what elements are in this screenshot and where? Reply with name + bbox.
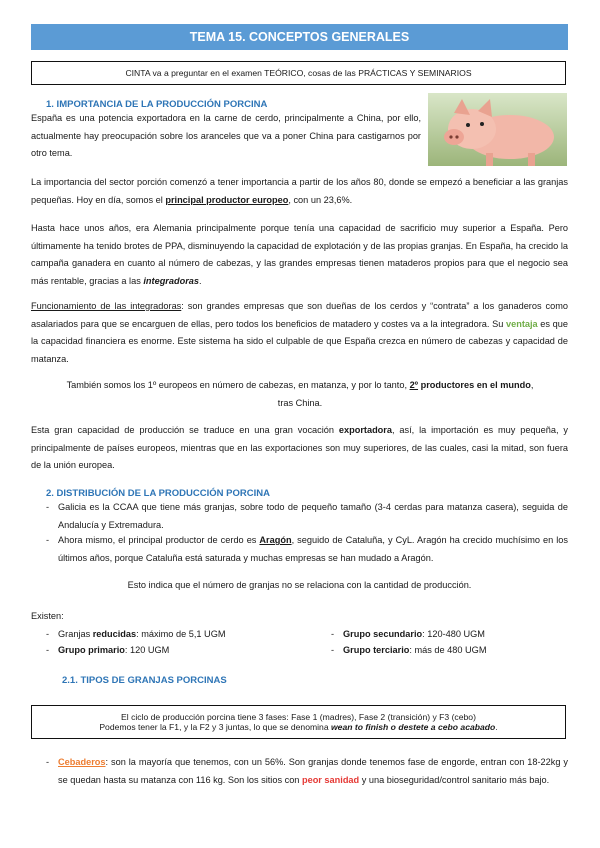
existen-label: Existen: [31,611,64,621]
g2-value: : 120 UGM [124,645,170,655]
s2-bullet-2 [31,532,568,567]
p3-highlight: integradoras [143,275,200,286]
cycle-box [31,705,566,739]
dash-marker: - [46,502,50,512]
pig-photo [428,93,567,166]
g1-value: : máximo de 5,1 UGM [136,629,226,639]
p3-tail: . [199,275,202,286]
section2-heading: 2. DISTRIBUCIÓN DE LA PRODUCCIÓN PORCINA [46,488,270,499]
p5-rank: 2º [409,380,419,390]
p2-text: La importancia del sector porción comenzó a tener importancia a partir de los años 80, donde se empezó a beneficiar a las granjas pequeñas. Hoy en día, somos el [31,177,568,205]
group-terciario [316,642,566,660]
p2-highlight: principal productor europeo [165,194,289,205]
cebaderos-tail: y una bioseguridad/control sanitario más bajo. [359,774,550,785]
g4-label: Grupo terciario [343,645,410,655]
p5-tail: , tras China. [277,380,534,408]
s1-paragraph-6 [31,422,568,475]
cebaderos-text: : son la mayoría que tenemos, con un 56%. Son granjas donde tenemos fase de engorde, entran con 18-22kg y se quedan hasta su matanza con 116 kg. Son los sitios con [58,757,568,785]
s2-b2-highlight: Aragón [259,535,292,545]
p5-text: También somos los 1º europeos en número de cabezas, en matanza, y por lo tanto, [66,380,410,390]
p3-text: Hasta hace unos años, era Alemania principalmente porque tenía una capacidad de sacrificio muy superior a España. Pero últimamente ha tenido brotes de PPA, disminuyendo la capacidad de explotación y de las propias granjas. En España, ha crecido la campaña ganadera en cuanto al número de cabezas, y las grandes empresas tienen mataderos propios para que el negocio sea más rentable, gracias a las [31,223,568,286]
note-text: CINTA va a preguntar en el examen TEÓRICO, cosas de las PRÁCTICAS Y SEMINARIOS [125,68,472,78]
dash-marker: - [331,645,335,655]
p4-text: : son grandes empresas que son dueñas de los cerdos y “contrata” a los ganaderos como asalariados para que se encarguen de ellas, pero todos los beneficios de matadero y costes va a la integradora. Su [31,301,568,329]
g4-value: : más de 480 UGM [409,645,487,655]
cebaderos-highlight: peor sanidad [301,774,360,785]
note-box [31,61,566,85]
cycle-line-2-text: Podemos tener la F1, y la F2 y 3 juntas, lo que se denomina [99,722,331,732]
p6-text: Esta gran capacidad de producción se traduce en una gran vocación [31,425,339,435]
s2-bullet-1 [31,499,568,534]
p2-tail: , con un 23,6%. [288,194,353,205]
s2-b2-tail: , seguido de Cataluña, y CyL. Aragón ha crecido muchísimo en los últimos años, porque Cataluña está saturada y muchas empresas se han mudado a Aragón. [58,535,568,563]
g1-label: reducidas [92,629,137,639]
g3-label: Grupo secundario [343,629,423,639]
s2-b2-text: Ahora mismo, el principal productor de cerdo es [58,535,260,545]
dash-marker: - [46,645,50,655]
cycle-line-2-tail: . [495,722,498,732]
group-primario [31,642,291,660]
p6-tail: , así, la importación es muy pequeña, y principalmente de países europeos, mientras que en las exportaciones son muy superiores, de las cuales, casi la mitad, son fuera de la unión europea. [31,425,569,470]
g1-prefix: Granjas [58,629,93,639]
g3-value: : 120-480 UGM [422,629,485,639]
dash-marker: - [46,757,50,767]
page-title: TEMA 15. CONCEPTOS GENERALES [31,24,568,50]
cycle-line-2-highlight: wean to finish o destete a cebo acabado [331,722,496,732]
p4-highlight: ventaja [505,318,538,329]
cebaderos-label: Cebaderos [58,757,106,767]
group-secundario [316,626,566,644]
cycle-line-2 [99,722,497,732]
section21-heading: 2.1. TIPOS DE GRANJAS PORCINAS [62,675,227,686]
dash-marker: - [46,535,50,545]
group-reducidas [31,626,291,644]
s21-bullet-cebaderos [31,754,568,789]
s1-paragraph-2 [31,174,568,209]
s1-paragraph-3 [31,220,568,290]
cycle-line-1: El ciclo de producción porcina tiene 3 fases: Fase 1 (madres), Fase 2 (transición) y F3 (cebo) [121,712,476,722]
p6-highlight: exportadora [338,425,392,435]
g2-label: Grupo primario [58,645,125,655]
p4-label: Funcionamiento de las integradoras [31,301,182,311]
s2-b1-text: Galicia es la CCAA que tiene más granjas, sobre todo de pequeño tamaño (3-4 cerdas para matanza casera), seguida de Andalucía y Extremadura. [58,502,568,530]
p4-tail: es que la capacidad financiera es enorme. Este sistema ha sido el culpable de que España crezca en número de cabezas y capacidad de matanza. [31,318,568,364]
s1-paragraph-4 [31,298,568,368]
s1-paragraph-5 [60,377,540,412]
s1-paragraph-1: España es una potencia exportadora en la carne de cerdo, principalmente a China, por ello, actualmente hay preocupación sobre los aranceles que va a poner China para castigarnos por otro tema. [31,113,421,158]
pig-image [428,93,567,166]
s2-center-note: Esto indica que el número de granjas no se relaciona con la cantidad de producción. [127,580,472,590]
dash-marker: - [46,629,50,639]
section1-heading: 1. IMPORTANCIA DE LA PRODUCCIÓN PORCINA [46,99,268,110]
p5-highlight: productores en el mundo [418,380,531,390]
dash-marker: - [331,629,335,639]
